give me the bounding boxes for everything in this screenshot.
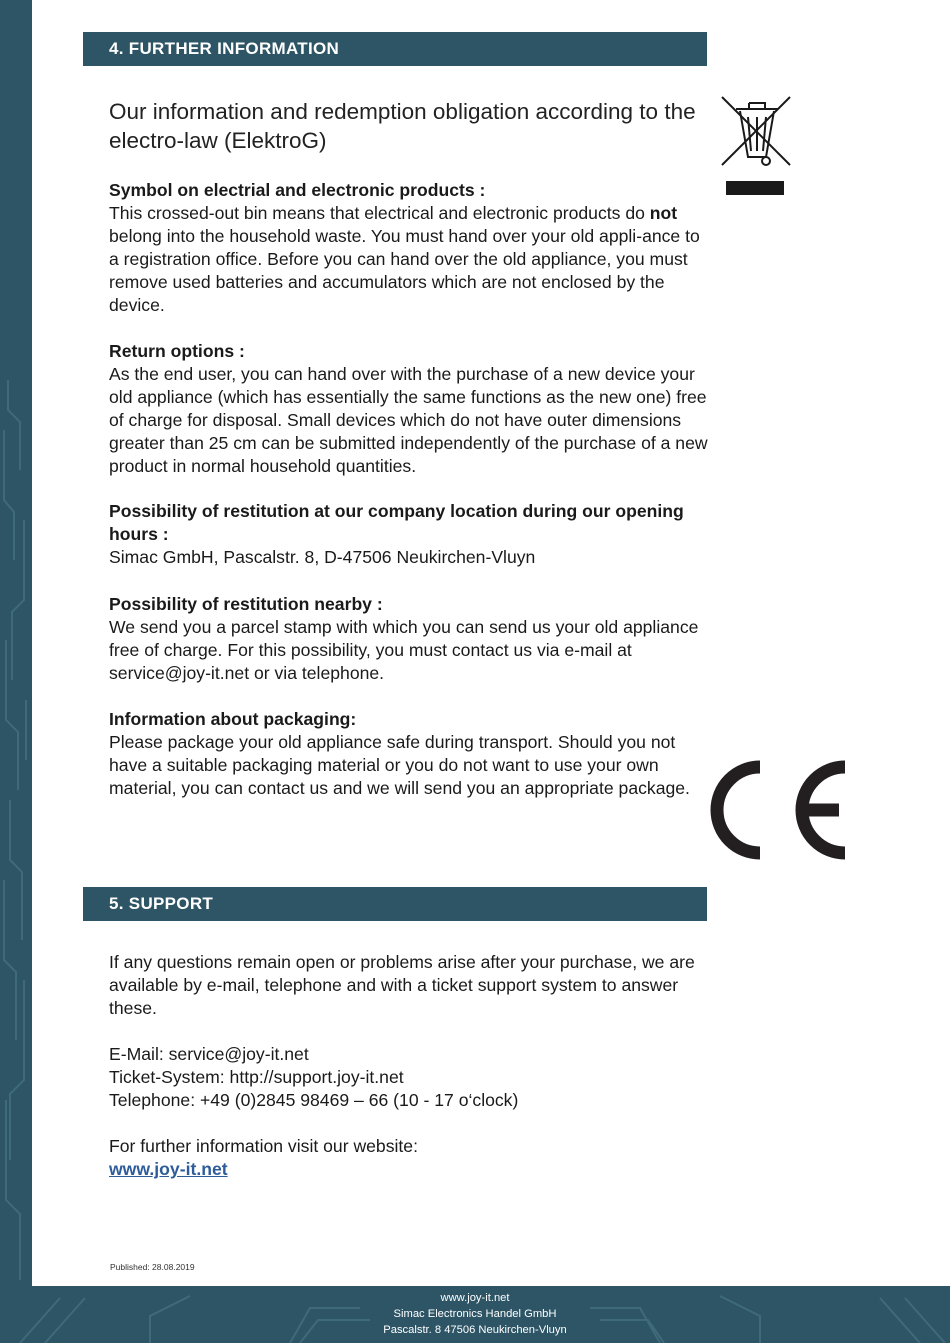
packaging-text: Please package your old appliance safe during transport. Should you not have a suitable packaging material or you do not want to use your own material, you can contact us and we will send you an appropriate package. xyxy=(109,732,690,798)
support-ticket-system: Ticket-System: http://support.joy-it.net xyxy=(109,1067,404,1087)
ce-mark-icon xyxy=(705,758,850,862)
footer-website[interactable]: www.joy-it.net xyxy=(440,1292,510,1304)
packaging-block xyxy=(109,708,709,800)
symbol-text xyxy=(109,202,709,317)
symbol-text-part1: This crossed-out bin means that electrical and electronic products do xyxy=(109,203,650,223)
return-heading: Return options : xyxy=(109,341,245,361)
side-decor-band xyxy=(0,0,32,1343)
further-info-text: For further information visit our website: xyxy=(109,1136,418,1156)
packaging-heading: Information about packaging: xyxy=(109,709,357,729)
nearby-heading: Possibility of restitution nearby : xyxy=(109,594,383,614)
support-intro-text: If any questions remain open or problems arise after your purchase, we are available by e-mail, telephone and with a ticket support system to answer these. xyxy=(109,952,695,1018)
footer-company: Simac Electronics Handel GmbH xyxy=(393,1308,557,1320)
symbol-heading: Symbol on electrial and electronic products : xyxy=(109,180,486,200)
footer-address: Pascalstr. 8 47506 Neukirchen-Vluyn xyxy=(383,1324,567,1336)
symbol-info-block xyxy=(109,179,709,317)
symbol-text-part2: belong into the household waste. You must hand over your old appli-ance to a registration office. Before you can hand over the old appliance, you must remove used batteries and accumulators which are not enclosed by the device. xyxy=(109,226,700,315)
footer-band xyxy=(0,1286,950,1343)
crossed-out-bin-icon xyxy=(718,95,794,199)
support-telephone: Telephone: +49 (0)2845 98469 – 66 (10 - 17 o‘clock) xyxy=(109,1090,519,1110)
section-header-further-information: 4. FURTHER INFORMATION xyxy=(83,32,707,66)
restitution-heading: Possibility of restitution at our company location during our opening hours : xyxy=(109,501,684,544)
footer-text xyxy=(0,1290,950,1338)
website-link[interactable]: www.joy-it.net xyxy=(109,1159,228,1179)
return-text: As the end user, you can hand over with the purchase of a new device your old appliance (which has essentially the same functions as the new one) free of charge for disposal. Small devices which do not have outer dimensions greater than 25 cm can be submitted independently of the purchase of a new product in normal household quantities. xyxy=(109,364,708,476)
symbol-text-bold: not xyxy=(649,203,678,223)
restitution-nearby-block xyxy=(109,593,709,685)
return-options-block xyxy=(109,340,709,478)
section-header-support: 5. SUPPORT xyxy=(83,887,707,921)
circuit-pattern xyxy=(0,0,32,1343)
restitution-text: Simac GmbH, Pascalstr. 8, D-47506 Neukirchen-Vluyn xyxy=(109,547,536,567)
nearby-text: We send you a parcel stamp with which you can send us your old appliance free of charge. For this possibility, you must contact us via e-mail at service@joy-it.net or via telephone. xyxy=(109,617,699,683)
support-email: E-Mail: service@joy-it.net xyxy=(109,1044,309,1064)
restitution-location-block xyxy=(109,500,709,569)
intro-title: Our information and redemption obligation according to the electro-law (ElektroG) xyxy=(109,99,696,153)
published-date: Published: 28.08.2019 xyxy=(110,1262,195,1272)
